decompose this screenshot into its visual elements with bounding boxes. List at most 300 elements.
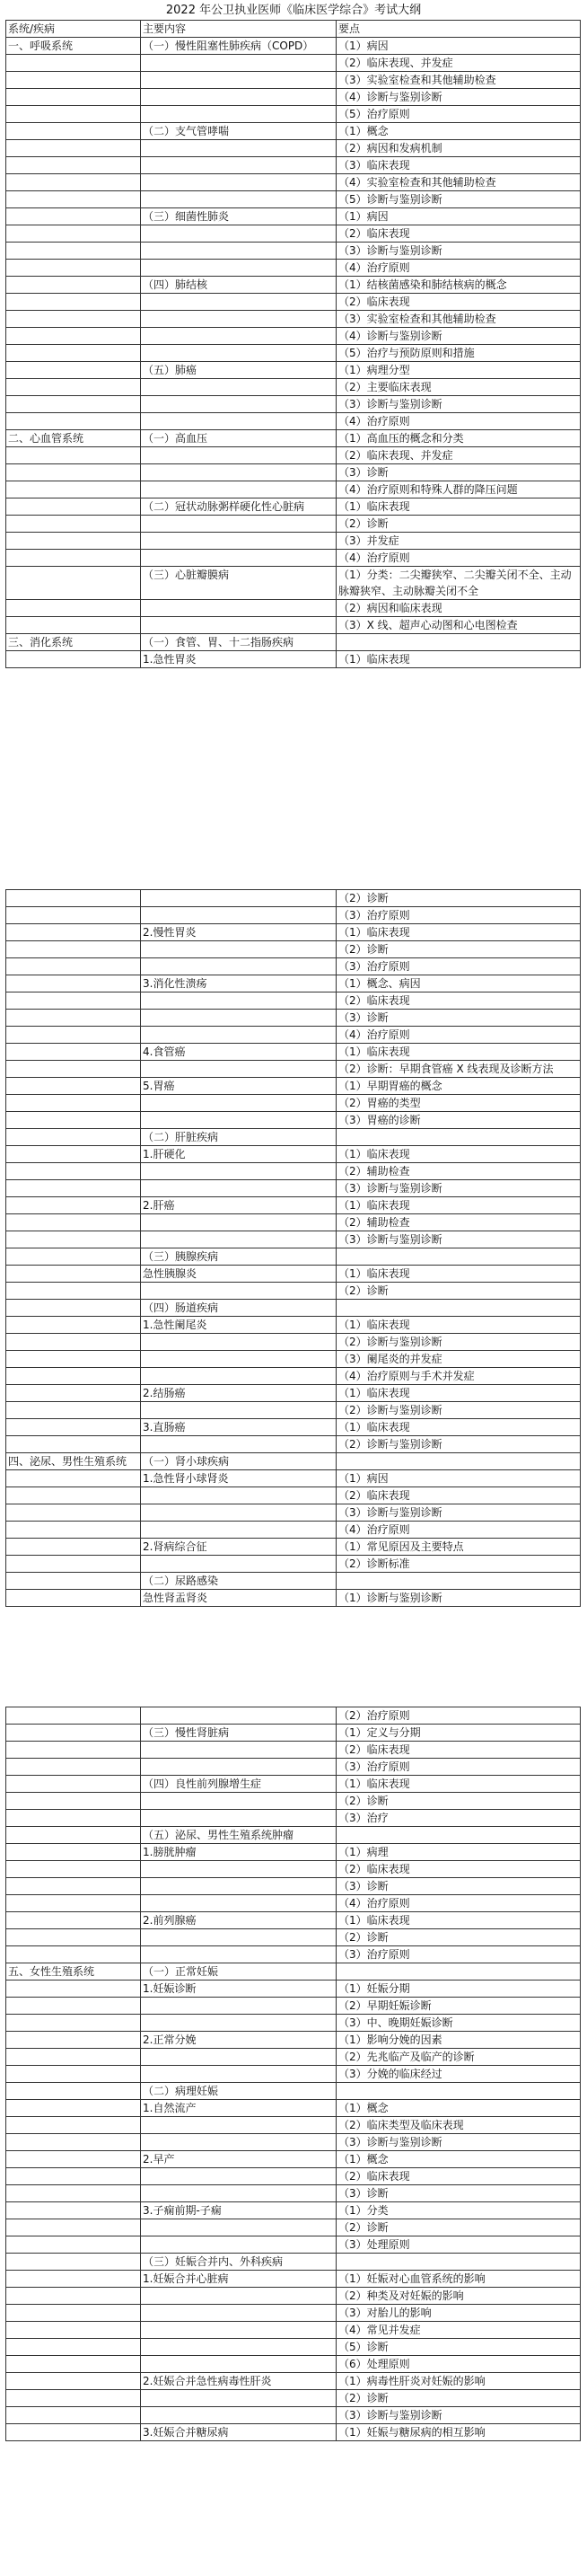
system-cell — [6, 550, 141, 567]
point-cell: （1）临床表现 — [337, 1266, 581, 1283]
point-cell: （3）诊断 — [337, 1010, 581, 1027]
content-cell — [141, 1214, 337, 1231]
outline-table — [5, 1707, 581, 2441]
content-cell — [141, 2390, 337, 2407]
system-cell — [6, 243, 141, 260]
content-cell — [141, 617, 337, 634]
table-row — [6, 1522, 581, 1539]
table-row — [6, 2015, 581, 2032]
system-cell — [6, 2083, 141, 2100]
content-cell — [141, 2236, 337, 2254]
point-cell: （5）诊断与鉴别诊断 — [337, 191, 581, 208]
point-cell: （1）临床表现 — [337, 1385, 581, 1402]
point-cell: （2）诊断 — [337, 941, 581, 958]
content-cell: 4.食管癌 — [141, 1044, 337, 1061]
content-cell: （二）尿路感染 — [141, 1573, 337, 1590]
content-cell — [141, 1998, 337, 2015]
table-row — [6, 2202, 581, 2219]
table-row — [6, 600, 581, 617]
point-cell — [337, 1963, 581, 1981]
point-cell: （1）分类 — [337, 2202, 581, 2219]
content-cell: （一）高血压 — [141, 430, 337, 447]
content-cell — [141, 413, 337, 430]
point-cell: （4）诊断与鉴别诊断 — [337, 328, 581, 345]
system-cell — [6, 600, 141, 617]
system-cell — [6, 2219, 141, 2236]
content-cell — [141, 1946, 337, 1963]
system-cell — [6, 1929, 141, 1946]
system-cell — [6, 1707, 141, 1725]
content-cell — [141, 72, 337, 89]
system-cell — [6, 651, 141, 668]
point-cell: （1）分类：二尖瓣狭窄、二尖瓣关闭不全、主动脉瓣狭窄、主动脉瓣关闭不全 — [337, 567, 581, 600]
point-cell: （4）常见并发症 — [337, 2322, 581, 2339]
content-cell: 2.肝癌 — [141, 1197, 337, 1214]
content-cell — [141, 1368, 337, 1385]
point-cell: （3）诊断与鉴别诊断 — [337, 1504, 581, 1522]
content-cell — [141, 1556, 337, 1573]
table-row — [6, 1487, 581, 1504]
content-cell — [141, 243, 337, 260]
system-cell — [6, 2288, 141, 2305]
system-cell — [6, 1998, 141, 2015]
header-system: 系统/疾病 — [6, 21, 141, 38]
table-row — [6, 1095, 581, 1112]
content-cell — [141, 1334, 337, 1351]
table-header-row — [6, 21, 581, 38]
point-cell: （1）高血压的概念和分类 — [337, 430, 581, 447]
content-cell: （三）胰腺疾病 — [141, 1248, 337, 1266]
point-cell: （3）诊断 — [337, 2185, 581, 2202]
point-cell — [337, 2254, 581, 2271]
point-cell: （2）临床表现 — [337, 294, 581, 311]
content-cell: 3.直肠癌 — [141, 1419, 337, 1436]
system-cell — [6, 992, 141, 1010]
system-cell — [6, 2185, 141, 2202]
table-row — [6, 1861, 581, 1878]
point-cell — [337, 1827, 581, 1844]
point-cell: （1）病理 — [337, 1844, 581, 1861]
point-cell: （3）中、晚期妊娠诊断 — [337, 2015, 581, 2032]
system-cell — [6, 1317, 141, 1334]
table-row — [6, 1385, 581, 1402]
system-cell — [6, 975, 141, 992]
table-row — [6, 345, 581, 362]
table-row — [6, 992, 581, 1010]
system-cell — [6, 1180, 141, 1197]
table-row — [6, 1963, 581, 1981]
content-cell — [141, 55, 337, 72]
point-cell: （2）主要临床表现 — [337, 379, 581, 396]
content-cell — [141, 1878, 337, 1895]
table-row — [6, 1742, 581, 1759]
system-cell — [6, 123, 141, 140]
system-cell — [6, 464, 141, 481]
table-row — [6, 1878, 581, 1895]
content-cell — [141, 1504, 337, 1522]
point-cell: （1）影响分娩的因素 — [337, 2032, 581, 2049]
outline-table-block-3 — [5, 1707, 580, 2441]
point-cell: （3）处理原则 — [337, 2236, 581, 2254]
content-cell — [141, 379, 337, 396]
content-cell: （二）冠状动脉粥样硬化性心脏病 — [141, 498, 337, 516]
point-cell — [337, 634, 581, 651]
system-cell — [6, 2134, 141, 2151]
table-row — [6, 1419, 581, 1436]
content-cell — [141, 941, 337, 958]
content-cell — [141, 260, 337, 277]
point-cell: （1）临床表现 — [337, 1912, 581, 1929]
system-cell — [6, 413, 141, 430]
system-cell — [6, 1385, 141, 1402]
table-row — [6, 1266, 581, 1283]
content-cell: 1.妊娠诊断 — [141, 1981, 337, 1998]
table-row — [6, 89, 581, 106]
system-cell — [6, 1793, 141, 1810]
system-cell — [6, 208, 141, 225]
table-row — [6, 958, 581, 975]
content-cell — [141, 464, 337, 481]
point-cell: （3）治疗原则 — [337, 958, 581, 975]
point-cell: （1）概念 — [337, 2151, 581, 2168]
point-cell: （4）治疗原则 — [337, 1895, 581, 1912]
system-cell — [6, 1844, 141, 1861]
page-title: 2022 年公卫执业医师《临床医学综合》考试大纲 — [165, 4, 422, 17]
content-cell — [141, 2066, 337, 2083]
table-row — [6, 1946, 581, 1963]
table-row — [6, 941, 581, 958]
system-cell — [6, 1470, 141, 1487]
table-row — [6, 413, 581, 430]
point-cell: （1）病因 — [337, 1470, 581, 1487]
content-cell: 1.急性阑尾炎 — [141, 1317, 337, 1334]
system-cell — [6, 2202, 141, 2219]
point-cell: （1）早期胃癌的概念 — [337, 1078, 581, 1095]
content-cell — [141, 907, 337, 924]
point-cell: （2）诊断 — [337, 2390, 581, 2407]
point-cell: （3）诊断 — [337, 1878, 581, 1895]
system-cell — [6, 2390, 141, 2407]
system-cell — [6, 1197, 141, 1214]
point-cell: （1）概念 — [337, 2100, 581, 2117]
point-cell: （3）分娩的临床经过 — [337, 2066, 581, 2083]
point-cell: （3）诊断与鉴别诊断 — [337, 2407, 581, 2424]
table-row — [6, 2134, 581, 2151]
table-row — [6, 2151, 581, 2168]
table-row — [6, 1402, 581, 1419]
content-cell — [141, 1112, 337, 1129]
content-cell — [141, 1895, 337, 1912]
point-cell: （1）概念 — [337, 123, 581, 140]
point-cell: （1）妊娠对心血管系统的影响 — [337, 2271, 581, 2288]
table-row — [6, 311, 581, 328]
table-row — [6, 1810, 581, 1827]
content-cell — [141, 1487, 337, 1504]
point-cell: （3）对胎儿的影响 — [337, 2305, 581, 2322]
system-cell — [6, 2373, 141, 2390]
content-cell: （一）正常妊娠 — [141, 1963, 337, 1981]
table-row — [6, 1436, 581, 1453]
content-cell — [141, 1793, 337, 1810]
system-cell — [6, 1861, 141, 1878]
content-cell: （三）妊娠合并内、外科疾病 — [141, 2254, 337, 2271]
system-cell — [6, 1300, 141, 1317]
point-cell: （3）治疗原则 — [337, 1759, 581, 1776]
system-cell — [6, 2168, 141, 2185]
system-cell — [6, 1759, 141, 1776]
system-cell — [6, 1742, 141, 1759]
table-row — [6, 72, 581, 89]
system-cell — [6, 617, 141, 634]
system-cell — [6, 2049, 141, 2066]
table-row — [6, 1539, 581, 1556]
system-cell — [6, 157, 141, 174]
content-cell — [141, 2356, 337, 2373]
content-cell — [141, 1810, 337, 1827]
system-cell — [6, 396, 141, 413]
content-cell — [141, 1163, 337, 1180]
content-cell: （四）肠道疾病 — [141, 1300, 337, 1317]
system-cell — [6, 1895, 141, 1912]
content-cell — [141, 958, 337, 975]
outline-table-block-1 — [5, 20, 580, 668]
system-cell: 四、泌尿、男性生殖系统 — [6, 1453, 141, 1470]
point-cell: （1）妊娠与糖尿病的相互影响 — [337, 2424, 581, 2441]
outline-table — [5, 889, 581, 1607]
content-cell — [141, 550, 337, 567]
point-cell — [337, 1129, 581, 1146]
table-row — [6, 1707, 581, 1725]
system-cell — [6, 958, 141, 975]
table-row — [6, 481, 581, 498]
system-cell — [6, 89, 141, 106]
header-points: 要点 — [337, 21, 581, 38]
table-row — [6, 2083, 581, 2100]
system-cell — [6, 1725, 141, 1742]
table-row — [6, 2424, 581, 2441]
table-row — [6, 617, 581, 634]
point-cell: （1）病因 — [337, 208, 581, 225]
content-cell — [141, 2219, 337, 2236]
point-cell: （3）治疗 — [337, 1810, 581, 1827]
point-cell: （1）常见原因及主要特点 — [337, 1539, 581, 1556]
point-cell: （4）治疗原则和特殊人群的降压问题 — [337, 481, 581, 498]
table-row — [6, 2254, 581, 2271]
content-cell: 2.结肠癌 — [141, 1385, 337, 1402]
content-cell — [141, 992, 337, 1010]
table-row — [6, 1214, 581, 1231]
point-cell: （2）早期妊娠诊断 — [337, 1998, 581, 2015]
point-cell: （3）诊断 — [337, 464, 581, 481]
table-row — [6, 277, 581, 294]
system-cell — [6, 328, 141, 345]
table-row — [6, 2066, 581, 2083]
point-cell: （2）临床表现 — [337, 1487, 581, 1504]
table-row — [6, 1078, 581, 1095]
point-cell: （1）结核菌感染和肺结核病的概念 — [337, 277, 581, 294]
system-cell — [6, 1539, 141, 1556]
system-cell — [6, 260, 141, 277]
point-cell: （2）辅助检查 — [337, 1214, 581, 1231]
content-cell: （四）肺结核 — [141, 277, 337, 294]
table-row — [6, 1163, 581, 1180]
table-row — [6, 2407, 581, 2424]
table-row — [6, 174, 581, 191]
table-row — [6, 1010, 581, 1027]
point-cell: （3）并发症 — [337, 533, 581, 550]
system-cell — [6, 1912, 141, 1929]
content-cell — [141, 1180, 337, 1197]
table-row — [6, 1556, 581, 1573]
system-cell — [6, 2015, 141, 2032]
content-cell: 5.胃癌 — [141, 1078, 337, 1095]
content-cell — [141, 1283, 337, 1300]
system-cell — [6, 2407, 141, 2424]
system-cell — [6, 924, 141, 941]
point-cell: （1）临床表现 — [337, 651, 581, 668]
system-cell — [6, 379, 141, 396]
point-cell: （5）治疗原则 — [337, 106, 581, 123]
point-cell: （1）定义与分期 — [337, 1725, 581, 1742]
point-cell: （2）先兆临产及临产的诊断 — [337, 2049, 581, 2066]
content-cell — [141, 140, 337, 157]
system-cell — [6, 191, 141, 208]
point-cell: （4）诊断与鉴别诊断 — [337, 89, 581, 106]
point-cell: （1）病因 — [337, 38, 581, 55]
table-row — [6, 1827, 581, 1844]
point-cell — [337, 1248, 581, 1266]
table-row — [6, 1573, 581, 1590]
table-row — [6, 260, 581, 277]
system-cell — [6, 447, 141, 464]
system-cell — [6, 1556, 141, 1573]
content-cell: 3.子痫前期-子痫 — [141, 2202, 337, 2219]
table-row — [6, 1504, 581, 1522]
content-cell — [141, 2049, 337, 2066]
point-cell — [337, 1300, 581, 1317]
content-cell — [141, 1522, 337, 1539]
system-cell — [6, 72, 141, 89]
table-row — [6, 328, 581, 345]
content-cell — [141, 2322, 337, 2339]
content-cell: （一）肾小球疾病 — [141, 1453, 337, 1470]
content-cell — [141, 2134, 337, 2151]
point-cell: （1）临床表现 — [337, 1317, 581, 1334]
table-row — [6, 1590, 581, 1607]
table-row — [6, 157, 581, 174]
table-row — [6, 1368, 581, 1385]
outline-table — [5, 20, 581, 668]
outline-table-block-2 — [5, 889, 580, 1607]
point-cell: （1）病理分型 — [337, 362, 581, 379]
point-cell: （1）诊断与鉴别诊断 — [337, 1590, 581, 1607]
content-cell — [141, 1231, 337, 1248]
table-row — [6, 1776, 581, 1793]
table-row — [6, 2032, 581, 2049]
point-cell: （1）概念、病因 — [337, 975, 581, 992]
content-cell — [141, 191, 337, 208]
point-cell: （2）治疗原则 — [337, 1707, 581, 1725]
system-cell — [6, 533, 141, 550]
content-cell — [141, 2407, 337, 2424]
system-cell — [6, 2305, 141, 2322]
content-cell — [141, 481, 337, 498]
table-row — [6, 1981, 581, 1998]
table-row — [6, 2390, 581, 2407]
table-row — [6, 1146, 581, 1163]
table-row — [6, 2373, 581, 2390]
system-cell — [6, 140, 141, 157]
table-row — [6, 1912, 581, 1929]
system-cell — [6, 106, 141, 123]
system-cell — [6, 2424, 141, 2441]
system-cell — [6, 362, 141, 379]
point-cell — [337, 1453, 581, 1470]
table-row — [6, 1061, 581, 1078]
system-cell — [6, 277, 141, 294]
content-cell: （一）慢性阻塞性肺疾病（COPD） — [141, 38, 337, 55]
system-cell — [6, 2236, 141, 2254]
table-row — [6, 1180, 581, 1197]
point-cell: （3）诊断与鉴别诊断 — [337, 2134, 581, 2151]
system-cell — [6, 2356, 141, 2373]
point-cell: （2）临床表现 — [337, 1742, 581, 1759]
system-cell — [6, 567, 141, 600]
content-cell: 3.妊娠合并糖尿病 — [141, 2424, 337, 2441]
content-cell: （一）食管、胃、十二指肠疾病 — [141, 634, 337, 651]
system-cell — [6, 1436, 141, 1453]
content-cell — [141, 2339, 337, 2356]
system-cell — [6, 941, 141, 958]
point-cell: （2）诊断与鉴别诊断 — [337, 1334, 581, 1351]
system-cell — [6, 516, 141, 533]
point-cell: （6）处理原则 — [337, 2356, 581, 2373]
table-row — [6, 533, 581, 550]
table-row — [6, 907, 581, 924]
point-cell: （2）诊断 — [337, 890, 581, 907]
content-cell — [141, 1929, 337, 1946]
system-cell — [6, 1112, 141, 1129]
point-cell: （5）治疗与预防原则和措施 — [337, 345, 581, 362]
content-cell: 2.前列腺癌 — [141, 1912, 337, 1929]
point-cell: （2）诊断 — [337, 2219, 581, 2236]
system-cell — [6, 1946, 141, 1963]
point-cell: （1）妊娠分期 — [337, 1981, 581, 1998]
point-cell: （4）治疗原则 — [337, 550, 581, 567]
system-cell — [6, 1368, 141, 1385]
point-cell: （2）辅助检查 — [337, 1163, 581, 1180]
system-cell — [6, 1061, 141, 1078]
table-row — [6, 2288, 581, 2305]
content-cell — [141, 447, 337, 464]
point-cell: （2）种类及对妊娠的影响 — [337, 2288, 581, 2305]
table-row — [6, 975, 581, 992]
point-cell: （3）X 线、超声心动图和心电图检查 — [337, 617, 581, 634]
content-cell: 2.早产 — [141, 2151, 337, 2168]
point-cell: （2）诊断 — [337, 1793, 581, 1810]
system-cell — [6, 1248, 141, 1266]
table-row — [6, 1197, 581, 1214]
point-cell: （4）治疗原则 — [337, 1027, 581, 1044]
system-cell — [6, 2339, 141, 2356]
point-cell: （1）临床表现 — [337, 1146, 581, 1163]
system-cell — [6, 890, 141, 907]
table-row — [6, 2100, 581, 2117]
table-row — [6, 140, 581, 157]
content-cell — [141, 600, 337, 617]
table-row — [6, 567, 581, 600]
content-cell: （二）支气管哮喘 — [141, 123, 337, 140]
